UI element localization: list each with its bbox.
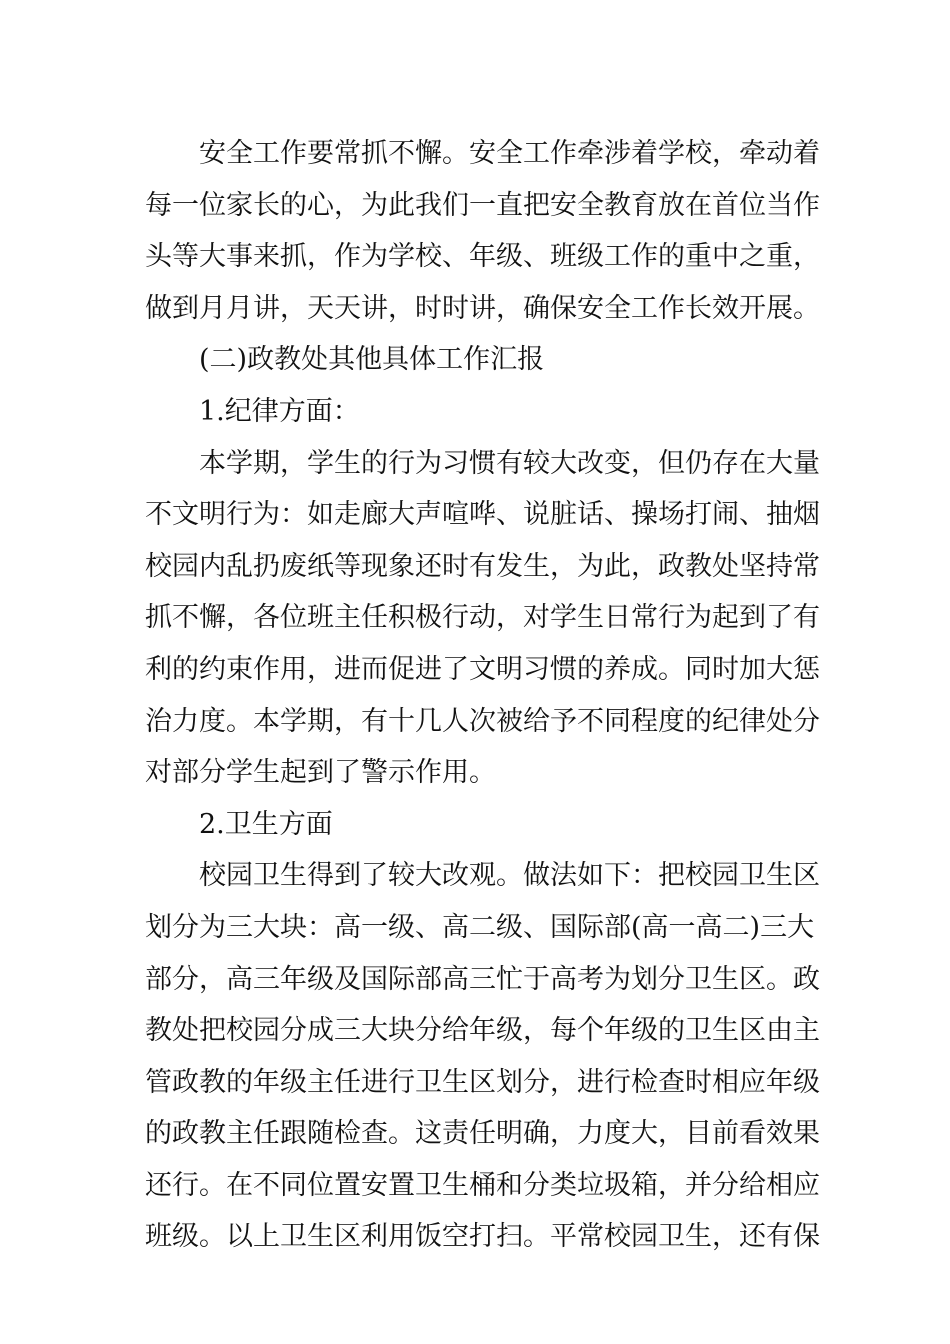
text-line: 的政教主任跟随检查。这责任明确，力度大，目前看效果 (145, 1118, 820, 1150)
text-line: 安全工作要常抓不懈。安全工作牵涉着学校，牵动着 (199, 138, 820, 169)
text-line: 抓不懈，各位班主任积极行动，对学生日常行为起到了有 (145, 602, 820, 634)
subsection-heading-discipline (145, 386, 811, 438)
text-line: 头等大事来抓，作为学校、年级、班级工作的重中之重， (145, 241, 820, 273)
text-line: 班级。以上卫生区利用饭空打扫。平常校园卫生，还有保 (145, 1221, 820, 1253)
text-line: 管政教的年级主任进行卫生区划分，进行检查时相应年级 (145, 1066, 820, 1098)
subsection-heading-hygiene (145, 799, 811, 851)
text-line: 本学期，学生的行为习惯有较大改变，但仍存在大量 (199, 447, 820, 479)
heading-text: 1.纪律方面： (199, 395, 360, 427)
text-line: 利的约束作用，进而促进了文明习惯的养成。同时加大惩 (145, 653, 820, 685)
text-line: 还行。在不同位置安置卫生桶和分类垃圾箱，并分给相应 (145, 1169, 820, 1201)
text-line: 划分为三大块：高一级、高二级、国际部(高一高二)三大 (145, 911, 815, 943)
text-line: 教处把校园分成三大块分给年级，每个年级的卫生区由主 (145, 1015, 820, 1047)
section-heading (145, 334, 811, 386)
text-line: 不文明行为：如走廊大声喧哗、说脏话、操场打闹、抽烟 (145, 499, 820, 531)
text-line: 每一位家长的心，为此我们一直把安全教育放在首位当作 (145, 189, 820, 221)
paragraph-safety (145, 128, 820, 334)
paragraph-hygiene (145, 850, 820, 1263)
document-body (145, 128, 820, 1263)
text-line: 治力度。本学期，有十几人次被给予不同程度的纪律处分 (145, 705, 820, 737)
heading-text: (二)政教处其他具体工作汇报 (199, 344, 545, 376)
text-line: 校园内乱扔废纸等现象还时有发生，为此，政教处坚持常 (145, 550, 820, 582)
text-line: 对部分学生起到了警示作用。 (145, 757, 496, 789)
text-line: 做到月月讲，天天讲，时时讲，确保安全工作长效开展。 (145, 292, 820, 324)
text-line: 部分，高三年级及国际部高三忙于高考为划分卫生区。政 (145, 963, 820, 995)
paragraph-discipline (145, 438, 820, 799)
text-line: 校园卫生得到了较大改观。做法如下：把校园卫生区 (199, 860, 820, 892)
heading-text: 2.卫生方面 (199, 808, 333, 840)
